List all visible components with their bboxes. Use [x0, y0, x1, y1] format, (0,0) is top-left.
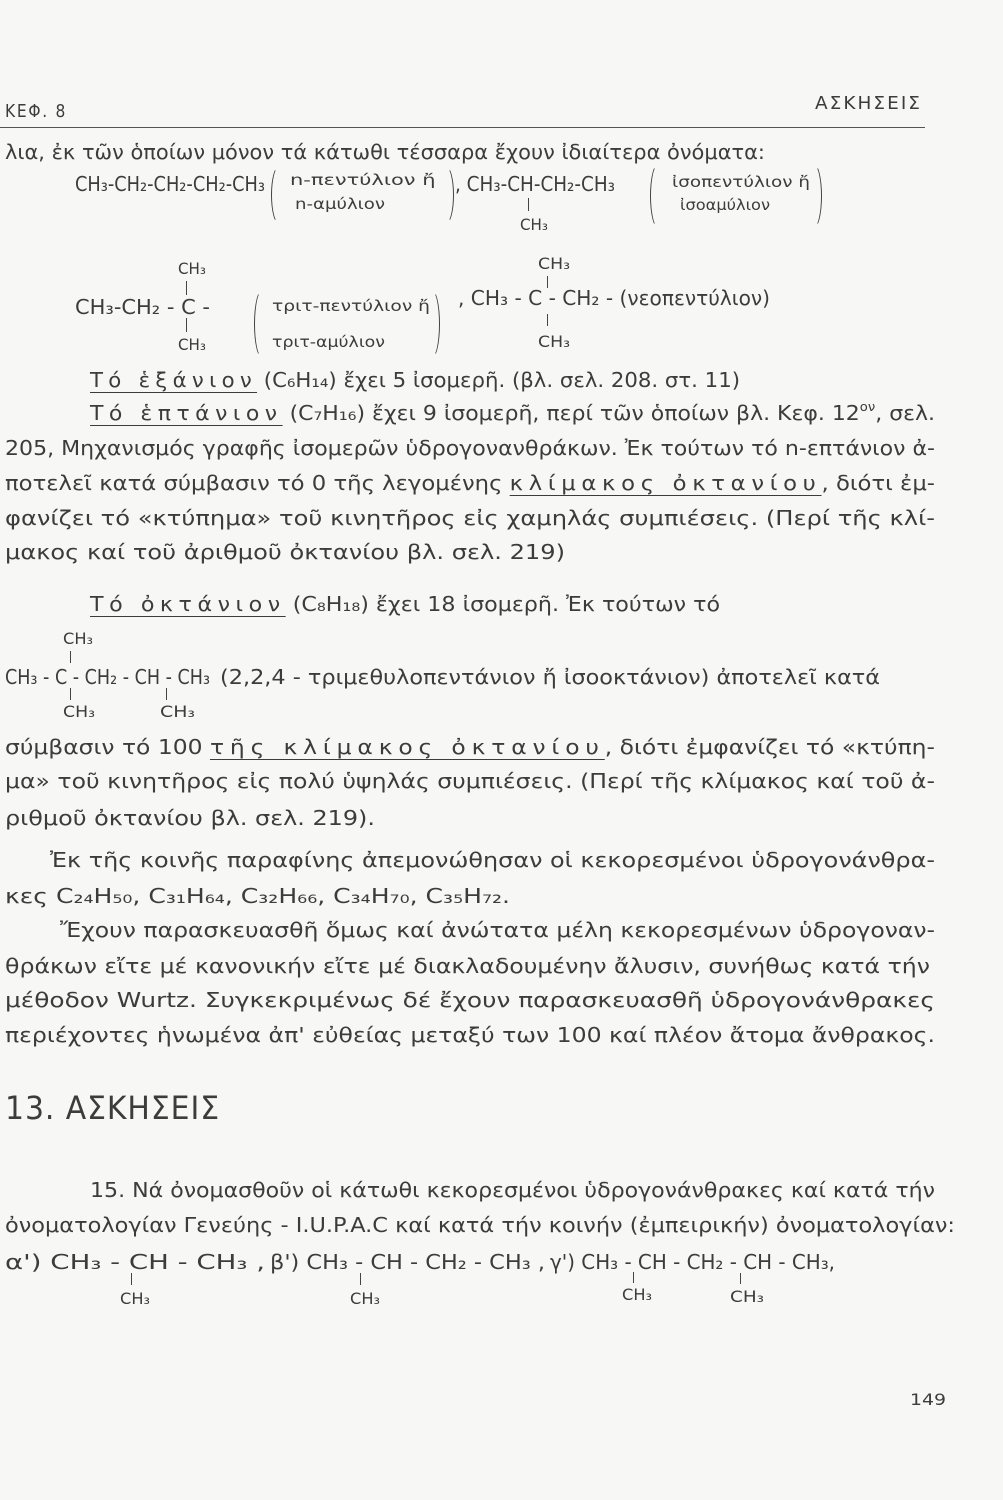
formula-c-branch: CH₃	[622, 1285, 653, 1304]
heptane-line	[90, 400, 935, 426]
section-heading: 13. ΑΣΚΗΣΕΙΣ	[5, 1089, 220, 1127]
chapter-label: ΚΕΦ. 8	[5, 101, 67, 122]
text-line: φανίζει τό «κτύπημα» τοῦ κινητῆρος εἰς χαμηλάς συμπιέσεις. (Περί τῆς κλί-	[5, 506, 935, 530]
bond-line	[70, 651, 71, 663]
isopentyl-name: ἰσοπεντύλιον ἤ	[672, 173, 810, 191]
text-line: ριθμοῦ ὀκτανίου βλ. σελ. 219).	[5, 806, 375, 830]
hexane-label: Τό ἑξάνιον	[90, 368, 258, 392]
bracket-close	[438, 166, 454, 224]
running-title: ΑΣΚΗΣΕΙΣ	[815, 93, 923, 114]
tert-pentyl-bottom-methyl: CH₃	[178, 335, 206, 354]
exercise-15-line: 15. Νά ὀνομασθοῦν οἱ κάτωθι κεκορεσμένοι ὑδρογονάνθρακες καί κατά τήν	[90, 1178, 935, 1202]
formula-a-branch: CH₃	[120, 1289, 151, 1308]
tert-amyl-name: τριτ-αμύλιον	[272, 333, 386, 351]
text-line: μέθοδον Wurtz. Συγκεκριμένως δέ ἔχουν παρασκευασθῆ ὑδρογονάνθρακες	[5, 988, 935, 1012]
n-pentyl-name: n-πεντύλιον ἤ	[290, 171, 436, 189]
neopentyl-formula: , CH₃ - C - CH₂ - (νεοπεντύλιον)	[458, 286, 771, 310]
text-segment: , διότι ἐμφανίζει τό «κτύπη-	[604, 735, 935, 759]
bond-line	[186, 318, 187, 332]
text-line: Ἐκ τῆς κοινῆς παραφίνης ἀπεμονώθησαν οἱ κεκορεσμένοι ὑδρογονάνθρα-	[50, 848, 936, 872]
text-segment: σύμβασιν τό 100	[5, 735, 210, 759]
exercise-15-formula-c: γ') CH₃ - CH - CH₂ - CH - CH₃,	[550, 1250, 835, 1274]
text-segment: ποτελεῖ κατά σύμβασιν τό 0 τῆς λεγομένης	[5, 471, 510, 495]
isooctane-formula: CH₃ - C - CH₂ - CH - CH₃	[5, 665, 210, 689]
bond-line	[70, 688, 71, 700]
text-line: 205, Μηχανισμός γραφῆς ἰσομερῶν ὑδρογονανθράκων. Ἐκ τούτων τό n-επτάνιον ἀ-	[5, 436, 935, 460]
n-pentyl-formula: CH₃-CH₂-CH₂-CH₂-CH₃	[75, 172, 265, 196]
isopentyl-formula: , CH₃-CH-CH₂-CH₃	[455, 172, 615, 196]
intro-line: λια, ἐκ τῶν ὁποίων μόνον τά κάτωθι τέσσαρα ἔχουν ἰδιαίτερα ὀνόματα:	[5, 140, 765, 164]
heptane-label: Τό ἑπτάνιον	[90, 401, 283, 425]
heptane-tail: , σελ.	[875, 401, 936, 425]
bond-line	[740, 1273, 741, 1284]
octane-scale-term: κλίμακος ὀκτανίου	[509, 471, 822, 495]
isooctane-bottom-methyl: CH₃	[160, 702, 195, 721]
text-line: Ἔχουν παρασκευασθῆ ὅμως καί ἀνώτατα μέλη κεκορεσμένων ὑδρογοναν-	[60, 918, 936, 942]
text-line: θράκων εἴτε μέ κανονικήν εἴτε μέ διακλαδουμένην ἄλυσιν, συνήθως κατά τήν	[5, 954, 930, 978]
text-line	[5, 470, 935, 496]
isoamyl-name: ἰσοαμύλιον	[680, 196, 771, 214]
tert-pentyl-formula: CH₃-CH₂ - C -	[75, 295, 211, 319]
bracket-close	[424, 290, 440, 358]
neopentyl-top-methyl: CH₃	[538, 254, 571, 273]
text-line: μακος καί τοῦ ἀριθμοῦ ὀκτανίου βλ. σελ. 219)	[5, 540, 565, 564]
isooctane-bottom-methyl: CH₃	[63, 702, 96, 721]
exercise-15-formula-a: α') CH₃ - CH - CH₃ ,	[5, 1250, 265, 1274]
bond-line	[186, 281, 187, 295]
octane-label: Τό ὀκτάνιον	[90, 592, 286, 616]
bond-line	[528, 198, 529, 211]
bond-line	[360, 1273, 361, 1285]
bracket-close	[806, 164, 822, 228]
octane-text: (C₈H₁₈) ἔχει 18 ἰσομερῆ. Ἐκ τούτων τό	[285, 592, 721, 616]
isooctane-name: (2,2,4 - τριμεθυλοπεντάνιον ἤ ἰσοοκτάνιον) ἀποτελεῖ κατά	[220, 665, 881, 689]
formula-c-branch: CH₃	[730, 1287, 765, 1306]
page-number: 149	[910, 1390, 946, 1409]
bond-line	[547, 314, 548, 326]
text-line	[5, 734, 935, 760]
bracket-open	[650, 164, 666, 228]
header-rule	[0, 127, 925, 128]
tert-pentyl-top-methyl: CH₃	[178, 259, 206, 278]
heptane-text: (C₇H₁₆) ἔχει 9 ἰσομερῆ, περί τῶν ὁποίων βλ. Κεφ. 12	[282, 401, 860, 425]
text-segment: , διότι ἐμ-	[821, 471, 936, 495]
bracket-open	[254, 290, 270, 358]
formula-b-branch: CH₃	[350, 1289, 381, 1308]
exercise-15-line: ὀνοματολογίαν Γενεύης - I.U.P.A.C καί κατά τήν κοινήν (ἐμπειρικήν) ὀνοματολογίαν:	[5, 1213, 955, 1237]
isopentyl-branch: CH₃	[520, 215, 548, 234]
exercise-15-formula-b: β') CH₃ - CH - CH₂ - CH₃ ,	[270, 1250, 545, 1274]
bond-line	[633, 1272, 634, 1283]
octane-line	[90, 591, 720, 617]
heptane-sup: ον	[859, 400, 876, 414]
isooctane-top-methyl: CH₃	[63, 629, 94, 648]
bond-line	[131, 1273, 132, 1285]
tert-pentyl-name: τριτ-πεντύλιον ἤ	[272, 297, 431, 315]
neopentyl-bottom-methyl: CH₃	[538, 332, 571, 351]
bond-line	[166, 688, 167, 700]
text-line: κες C₂₄H₅₀, C₃₁H₆₄, C₃₂H₆₆, C₃₄H₇₀, C₃₅H₇₂.	[5, 884, 510, 908]
bracket-open	[271, 166, 287, 224]
text-line: μα» τοῦ κινητῆρος εἰς πολύ ὑψηλάς συμπιέσεις. (Περί τῆς κλίμακος καί τοῦ ἀ-	[5, 769, 935, 793]
hexane-line	[90, 367, 740, 393]
text-line: περιέχοντες ἡνωμένα ἀπ' εὐθείας μεταξύ των 100 καί πλέον ἄτομα ἄνθρακος.	[5, 1023, 935, 1047]
octane-scale-term: τῆς κλίμακος ὀκτανίου	[209, 735, 605, 759]
n-amyl-name: n-αμύλιον	[295, 195, 386, 213]
hexane-text: (C₆H₁₄) ἔχει 5 ἰσομερῆ. (βλ. σελ. 208. στ. 11)	[257, 368, 740, 392]
